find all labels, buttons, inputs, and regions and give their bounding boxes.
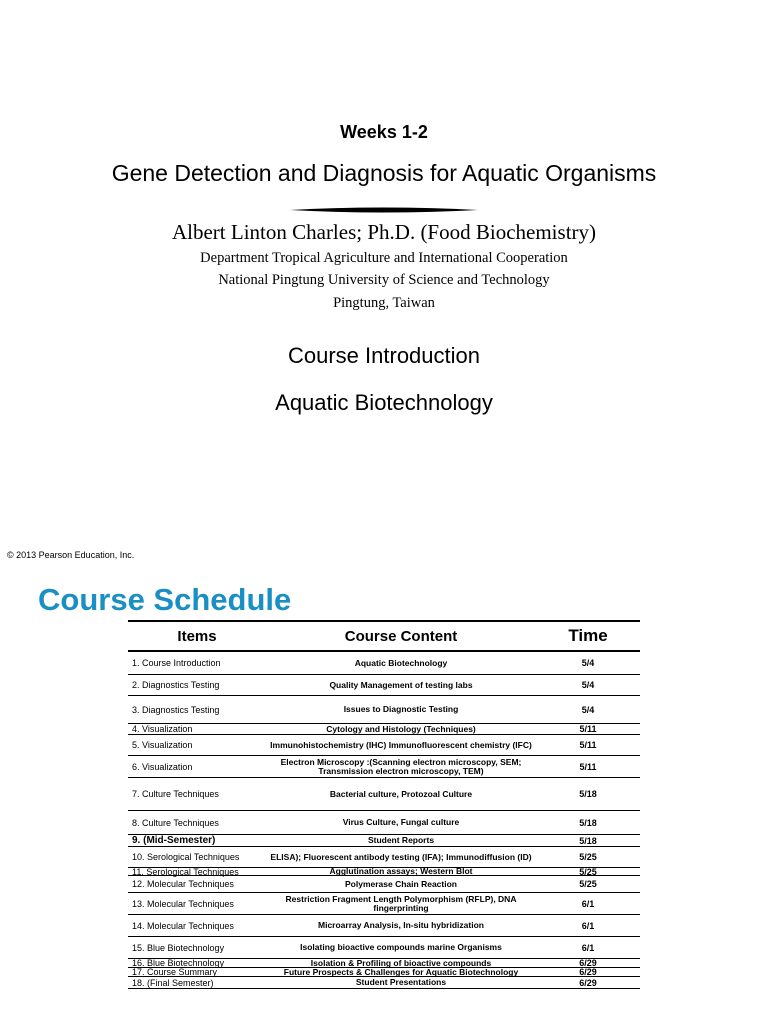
row-time: 5/4 <box>581 658 595 668</box>
header-time: Time <box>568 626 608 645</box>
row-item: 10. Serological Techniques <box>132 852 240 862</box>
row-time: 5/4 <box>581 680 595 690</box>
subtitle-course-introduction: Course Introduction <box>288 343 480 368</box>
row-content: Student Presentations <box>355 977 447 987</box>
row-item: 5. Visualization <box>132 740 193 750</box>
row-time: 6/1 <box>581 942 595 953</box>
row-content: Quality Management of testing labs <box>329 679 473 690</box>
row-content: Cytology and Histology (Techniques) <box>326 723 476 734</box>
row-item: 9. (Mid-Semester) <box>132 835 216 846</box>
row-item: 18. (Final Semester) <box>132 977 214 988</box>
row-item: 16. Blue Biotechnology <box>132 958 225 968</box>
row-content: Polymerase Chain Reaction <box>345 878 457 889</box>
row-item: 1. Course Introduction <box>132 658 221 668</box>
row-time: 5/11 <box>579 724 597 734</box>
author-name: Albert Linton Charles; Ph.D. (Food Biochemistry) <box>171 220 597 244</box>
table-row <box>128 735 640 756</box>
table-row <box>128 756 640 778</box>
row-content: Electron Microscopy :(Scanning electron microscopy, SEM; Transmission electron microscopy, TEM) <box>280 756 522 776</box>
row-time: 6/1 <box>581 920 595 931</box>
divider-line <box>290 205 478 215</box>
affiliation-location: Pingtung, Taiwan <box>333 295 435 311</box>
row-item: 13. Molecular Techniques <box>132 898 234 909</box>
table-row <box>128 977 640 989</box>
schedule-table <box>128 620 640 989</box>
schedule-slide <box>0 572 768 1024</box>
row-content: Bacterial culture, Protozoal Culture <box>329 788 473 799</box>
row-content: Restriction Fragment Length Polymorphism (RFLP), DNA fingerprinting <box>285 893 517 913</box>
table-row <box>128 847 640 868</box>
row-item: 7. Culture Techniques <box>132 789 219 799</box>
row-content: Immunohistochemistry (IHC) Immunofluorescent chemistry (IFC) <box>270 739 532 750</box>
table-row <box>128 675 640 696</box>
row-content: Virus Culture, Fungal culture <box>342 817 460 827</box>
row-time: 6/29 <box>579 967 597 977</box>
row-content: Student Reports <box>367 835 435 845</box>
row-time: 5/18 <box>579 835 597 846</box>
row-item: 12. Molecular Techniques <box>132 879 234 889</box>
row-item: 11. Serological Techniques <box>132 866 239 877</box>
row-item: 2. Diagnostics Testing <box>132 680 220 690</box>
table-row <box>128 696 640 724</box>
row-time: 6/29 <box>579 958 597 968</box>
table-row <box>128 811 640 835</box>
row-item: 14. Molecular Techniques <box>132 920 234 931</box>
table-row <box>128 778 640 811</box>
table-row <box>128 868 640 876</box>
header-items: Items <box>177 627 217 645</box>
affiliation-university: National Pingtung University of Science and Technology <box>218 272 550 288</box>
row-time: 5/11 <box>579 761 597 772</box>
row-time: 5/25 <box>579 852 597 862</box>
row-time: 5/25 <box>579 879 597 889</box>
row-content: ELISA); Fluorescent antibody testing (IFA); Immunodiffusion (ID) <box>270 851 532 862</box>
table-row <box>128 915 640 937</box>
subtitle-aquatic-biotechnology: Aquatic Biotechnology <box>275 390 493 415</box>
table-row <box>128 652 640 675</box>
row-item: 17. Course Summary <box>132 967 218 977</box>
row-content: Isolation & Profiling of bioactive compounds <box>310 957 492 968</box>
row-content: Future Prospects & Challenges for Aquatic Biotechnology <box>283 966 519 977</box>
weeks-label: Weeks 1-2 <box>340 122 428 142</box>
row-time: 6/29 <box>579 977 597 988</box>
row-item: 8. Culture Techniques <box>132 817 219 828</box>
row-content: Issues to Diagnostic Testing <box>343 704 459 714</box>
table-row <box>128 968 640 977</box>
row-time: 5/18 <box>579 817 597 828</box>
row-time: 5/4 <box>581 704 595 715</box>
row-content: Isolating bioactive compounds marine Organisms <box>300 942 502 952</box>
row-content: Aquatic Biotechnology <box>354 657 448 668</box>
row-content: Microarray Analysis, In-situ hybridization <box>318 920 484 930</box>
row-time: 5/18 <box>579 789 597 799</box>
row-time: 5/11 <box>579 740 597 750</box>
table-row <box>128 893 640 915</box>
lecture-title: Gene Detection and Diagnosis for Aquatic Organisms <box>111 160 657 186</box>
copyright-notice: © 2013 Pearson Education, Inc. <box>7 550 135 560</box>
row-time: 6/1 <box>581 898 595 909</box>
table-body <box>128 652 640 989</box>
table-header <box>128 622 640 652</box>
header-content: Course Content <box>344 627 458 645</box>
row-item: 4. Visualization <box>132 724 193 734</box>
table-row <box>128 876 640 893</box>
affiliation-department: Department Tropical Agriculture and International Cooperation <box>200 250 568 266</box>
row-time: 5/25 <box>579 866 597 877</box>
table-row <box>128 835 640 847</box>
table-row <box>128 724 640 735</box>
row-item: 3. Diagnostics Testing <box>132 704 220 715</box>
row-item: 15. Blue Biotechnology <box>132 942 225 953</box>
schedule-title: Course Schedule <box>38 582 292 617</box>
table-row <box>128 937 640 959</box>
row-item: 6. Visualization <box>132 761 193 772</box>
row-content: Agglutination assays; Western Blot <box>329 866 473 876</box>
